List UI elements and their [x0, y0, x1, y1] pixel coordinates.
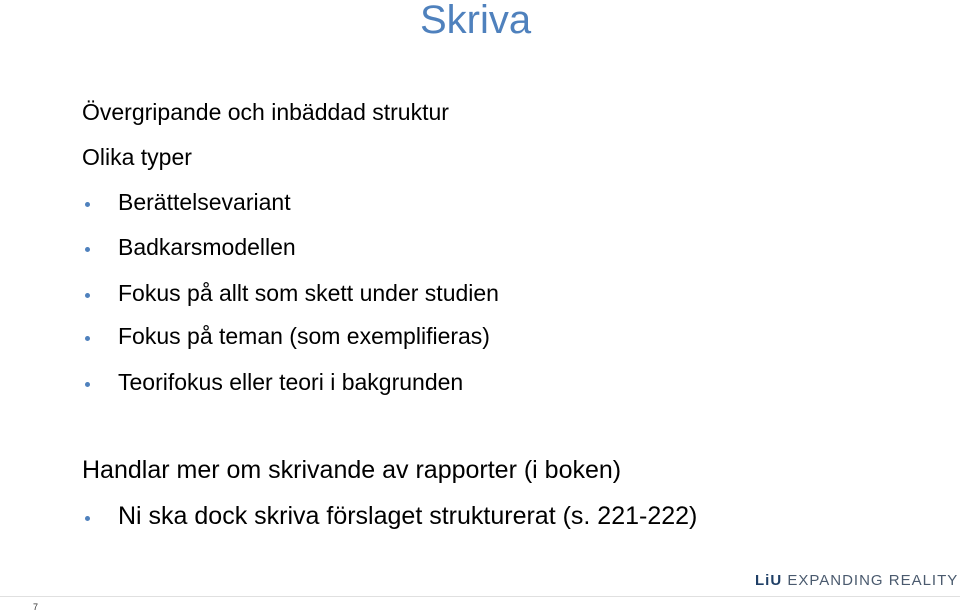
bullet-dot	[85, 247, 90, 252]
bullet-item-theory-focus: Teorifokus eller teori i bakgrunden	[118, 369, 464, 395]
bullet-dot	[85, 336, 90, 341]
bullet-dot	[85, 382, 90, 387]
text-line-reports: Handlar mer om skrivande av rapporter (i boken)	[82, 456, 622, 484]
liu-logo	[755, 571, 958, 591]
bullet-dot	[85, 516, 90, 521]
bullet-dot	[85, 202, 90, 207]
text-line-structure: Övergripande och inbäddad struktur	[82, 99, 449, 125]
logo-liu-text: LiU	[755, 572, 783, 589]
slide-title: Skriva	[420, 0, 532, 42]
logo-tagline: EXPANDING REALITY	[787, 572, 959, 589]
text-line-types: Olika typer	[82, 144, 192, 170]
bullet-item-narrative: Berättelsevariant	[118, 189, 291, 215]
bullet-item-focus-all: Fokus på allt som skett under studien	[118, 280, 499, 306]
bullet-item-structured-proposal: Ni ska dock skriva förslaget strukturerat (s. 221-222)	[118, 502, 698, 530]
bullet-item-focus-themes: Fokus på teman (som exemplifieras)	[118, 323, 490, 349]
footer-divider	[0, 596, 960, 597]
bullet-dot	[85, 293, 90, 298]
bullet-item-bathtub-model: Badkarsmodellen	[118, 234, 296, 260]
page-number: 7	[33, 602, 39, 612]
